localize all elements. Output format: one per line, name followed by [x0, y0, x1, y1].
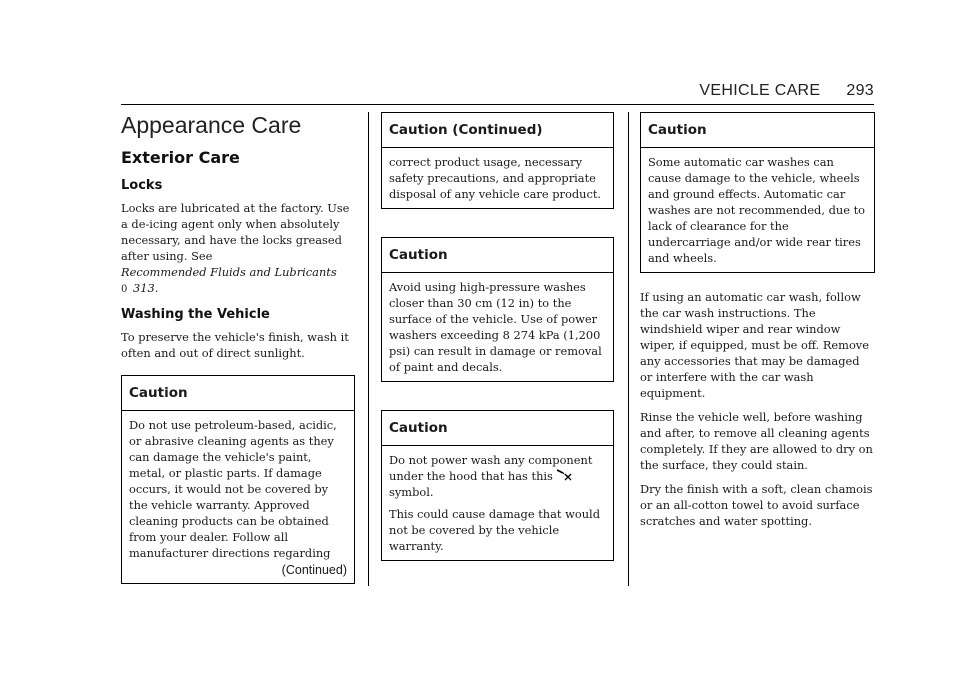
page-header	[699, 82, 874, 100]
caution-text: Some automatic car washes can cause damage to the vehicle, wheels and ground effects. Automatic car washes are not recommended, due to lack of clearance for the undercarriage and/or wide rear tires and wheels.	[648, 155, 866, 265]
caution-body	[382, 445, 613, 560]
column-1	[121, 112, 355, 596]
page-arrow-icon: 0	[121, 284, 128, 295]
caution-text-before-icon: Do not power wash any component under the hood that has this	[389, 453, 593, 483]
caution-body	[122, 410, 354, 583]
caution-text-1	[389, 452, 606, 500]
caution-body	[641, 147, 874, 272]
xref-title: Recommended Fluids and Lubricants	[121, 265, 337, 279]
locks-paragraph: Locks are lubricated at the factory. Use a de-icing agent only when absolutely necessary, and have the locks greased after using. See	[121, 201, 350, 263]
xref-page: 313	[133, 281, 155, 295]
column-divider-2	[628, 112, 629, 586]
continued-label: (Continued)	[281, 563, 347, 577]
paragraph-car-wash: If using an automatic car wash, follow the car wash instructions. The windshield wiper and rear window wiper, if equipped, must be off. Remove any accessories that may be damaged or interfere with the car wash equipment.	[640, 290, 869, 400]
caution-body	[382, 272, 613, 381]
header-section-title: VEHICLE CARE	[699, 82, 821, 99]
column-divider-1	[368, 112, 369, 586]
column-3	[640, 112, 875, 537]
caution-title: Caution	[389, 420, 448, 436]
subheading-locks: Locks	[121, 178, 163, 193]
caution-text: Avoid using high-pressure washes closer than 30 cm (12 in) to the surface of the vehicle. Use of power washers exceeding 8 274 kPa (1,200 psi) can result in damage or removal of paint and decals.	[389, 280, 602, 374]
caution-body	[382, 147, 613, 208]
caution-title: Caution	[389, 247, 448, 263]
xref-suffix: .	[154, 281, 159, 295]
header-rule	[121, 104, 874, 105]
section-heading-exterior-care: Exterior Care	[121, 148, 240, 167]
caution-text: correct product usage, necessary safety precautions, and appropriate disposal of any vehicle care product.	[389, 155, 602, 201]
column-2	[381, 112, 614, 573]
caution-text-2: This could cause damage that would not be covered by the vehicle warranty.	[389, 507, 600, 553]
caution-title: Caution (Continued)	[389, 122, 543, 138]
page-title: Appearance Care	[121, 112, 302, 138]
paragraph-dry: Dry the finish with a soft, clean chamois or an all-cotton towel to avoid surface scratches and water spotting.	[640, 482, 873, 528]
paragraph-rinse: Rinse the vehicle well, before washing and after, to remove all cleaning agents completely. If they are allowed to dry on the surface, they could stain.	[640, 410, 873, 472]
caution-box-continued	[381, 112, 614, 209]
no-power-wash-icon	[556, 468, 572, 482]
page-number: 293	[846, 82, 874, 99]
caution-box-hood	[381, 410, 614, 561]
caution-box-automatic-wash	[640, 112, 875, 273]
caution-box-pressure-wash	[381, 237, 614, 382]
caution-title: Caution	[648, 122, 707, 138]
caution-title: Caution	[129, 385, 188, 401]
caution-box-chemicals	[121, 375, 355, 584]
cross-reference-link[interactable]	[121, 264, 355, 298]
subheading-washing: Washing the Vehicle	[121, 307, 270, 322]
caution-text-after-icon: symbol.	[389, 485, 434, 499]
caution-text: Do not use petroleum-based, acidic, or abrasive cleaning agents as they can damage the vehicle's paint, metal, or plastic parts. If damage occurs, it would not be covered by the vehicle warranty. Approved cleaning products can be obtained from your dealer. Follow all manufacturer directions regarding	[129, 418, 337, 560]
washing-paragraph: To preserve the vehicle's finish, wash it often and out of direct sunlight.	[121, 330, 349, 360]
